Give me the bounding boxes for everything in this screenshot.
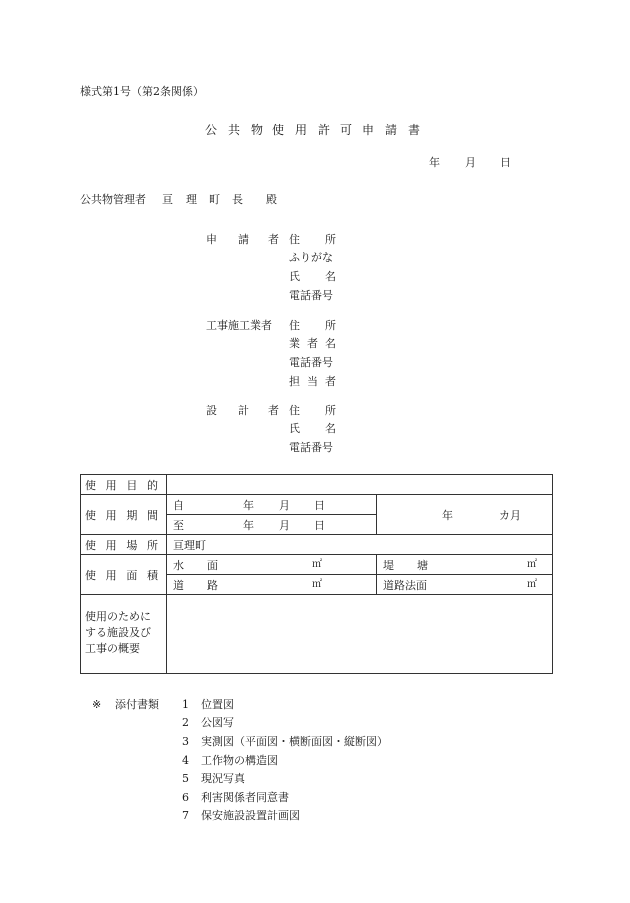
place-label-cell: 使 用 場 所 bbox=[81, 535, 167, 555]
period-from-month: 月 bbox=[279, 498, 290, 512]
attachment-number: 3 bbox=[182, 735, 189, 748]
attachment-item: 工作物の構造図 bbox=[201, 754, 278, 767]
addressee-char: 町 bbox=[209, 193, 220, 206]
date-line bbox=[0, 157, 630, 171]
period-to-year: 年 bbox=[243, 518, 254, 532]
area-road-slope-label: 道路法面 bbox=[383, 578, 427, 592]
title-char: 書 bbox=[408, 123, 421, 137]
area-road-char: 路 bbox=[207, 578, 218, 592]
duration-year: 年 bbox=[442, 508, 453, 522]
place-value-cell[interactable] bbox=[167, 535, 553, 555]
attachment-number: 5 bbox=[182, 772, 189, 785]
attachment-number: 4 bbox=[182, 754, 189, 767]
summary-label-line: 使用のために bbox=[85, 610, 151, 623]
title-char: 許 bbox=[318, 123, 331, 137]
period-from-label: 自 bbox=[173, 498, 184, 512]
period-to-day: 日 bbox=[314, 518, 325, 532]
attachment-number: 7 bbox=[182, 809, 189, 822]
area-water-char: 水 bbox=[173, 558, 184, 572]
area-road-char: 道 bbox=[173, 578, 184, 592]
period-from-day: 日 bbox=[314, 498, 325, 512]
period-label-cell: 使 用 期 間 bbox=[81, 495, 167, 535]
duration-month: カ月 bbox=[499, 508, 521, 522]
title-char: 請 bbox=[385, 123, 398, 137]
role-char: 設 bbox=[206, 404, 217, 417]
note-mark: ※ bbox=[92, 698, 102, 711]
addressee-label: 公共物管理者 bbox=[80, 193, 146, 206]
area-embankment-unit: ㎡ bbox=[527, 558, 537, 570]
title-char: 申 bbox=[362, 123, 375, 137]
summary-value-cell[interactable] bbox=[167, 595, 553, 674]
area-water-char: 面 bbox=[207, 558, 218, 572]
attachment-number: 1 bbox=[182, 698, 189, 711]
area-water-unit: ㎡ bbox=[312, 558, 322, 570]
attachment-item: 保安施設設置計画図 bbox=[201, 809, 300, 822]
form-number: 様式第1号（第2条関係） bbox=[80, 85, 204, 98]
attachment-number: 2 bbox=[182, 716, 189, 729]
addressee-honorific: 殿 bbox=[266, 193, 277, 206]
attachment-item: 利害関係者同意書 bbox=[201, 791, 289, 804]
role-char: 請 bbox=[238, 233, 249, 246]
title-char: 使 bbox=[272, 123, 285, 137]
addressee-char: 理 bbox=[186, 193, 197, 206]
attachments-label: 添付書類 bbox=[115, 698, 159, 711]
title-char: 共 bbox=[228, 123, 241, 137]
purpose-label-cell: 使 用 目 的 bbox=[81, 475, 167, 495]
area-road-slope-unit: ㎡ bbox=[527, 578, 537, 590]
attachment-item: 現況写真 bbox=[201, 772, 245, 785]
addressee-char: 亘 bbox=[162, 193, 173, 206]
addressee-char: 長 bbox=[232, 193, 243, 206]
title-char: 物 bbox=[251, 123, 264, 137]
role-char: 申 bbox=[206, 233, 217, 246]
document-title bbox=[0, 121, 630, 135]
area-water-cell[interactable] bbox=[167, 555, 377, 575]
date-year: 年 bbox=[429, 156, 440, 169]
role-char: 者 bbox=[268, 233, 279, 246]
date-month: 月 bbox=[465, 156, 476, 169]
role-char: 計 bbox=[238, 404, 249, 417]
area-label-cell: 使 用 面 積 bbox=[81, 555, 167, 595]
area-road-slope-cell[interactable] bbox=[377, 575, 553, 595]
period-to-label: 至 bbox=[173, 518, 184, 532]
place-value: 亘理町 bbox=[173, 538, 206, 552]
area-embankment-char: 堤 bbox=[383, 558, 394, 572]
period-to-cell[interactable] bbox=[167, 515, 377, 535]
area-road-unit: ㎡ bbox=[312, 578, 322, 590]
attachment-number: 6 bbox=[182, 791, 189, 804]
period-to-month: 月 bbox=[279, 518, 290, 532]
summary-label-cell bbox=[81, 595, 167, 674]
area-embankment-cell[interactable] bbox=[377, 555, 553, 575]
area-road-cell[interactable] bbox=[167, 575, 377, 595]
period-duration-cell[interactable] bbox=[377, 495, 553, 535]
area-embankment-char: 塘 bbox=[417, 558, 428, 572]
purpose-value-cell[interactable] bbox=[167, 475, 553, 495]
attachment-item: 公図写 bbox=[201, 716, 234, 729]
date-day: 日 bbox=[500, 156, 511, 169]
application-table bbox=[80, 474, 553, 674]
title-char: 公 bbox=[205, 123, 218, 137]
title-char: 可 bbox=[340, 123, 353, 137]
attachment-item: 実測図（平面図・横断面図・縦断図） bbox=[201, 735, 388, 748]
summary-label-line: 工事の概要 bbox=[85, 642, 140, 655]
role-char: 者 bbox=[268, 404, 279, 417]
summary-label-line: する施設及び bbox=[85, 626, 151, 639]
period-from-year: 年 bbox=[243, 498, 254, 512]
title-char: 用 bbox=[295, 123, 308, 137]
period-from-cell[interactable] bbox=[167, 495, 377, 515]
attachment-item: 位置図 bbox=[201, 698, 234, 711]
